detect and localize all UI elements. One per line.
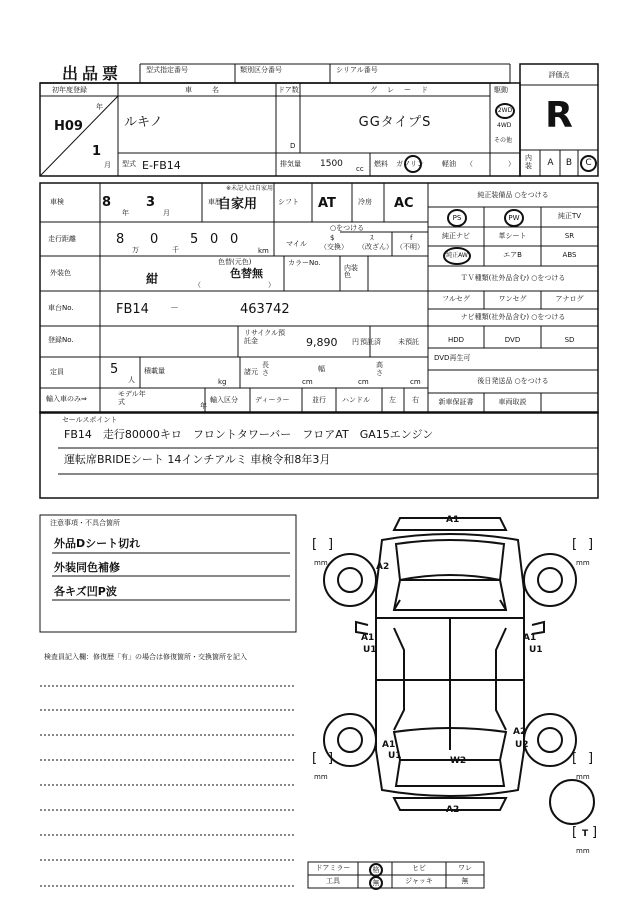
recycle-deposited: 預託済	[360, 338, 381, 346]
import-category-label: 輸入区分	[210, 396, 238, 404]
tools-label: 工具	[326, 877, 340, 885]
note-item: 各キズ凹P波	[54, 585, 117, 598]
bracket-close: ]	[592, 825, 598, 840]
damage-mark: A1	[523, 633, 537, 643]
later-warranty: 新車保証書	[438, 398, 474, 406]
door-mirror-value: 格	[369, 863, 383, 877]
damage-mark: A2	[376, 562, 390, 572]
drive-4wd: 4WD	[497, 122, 512, 129]
fuel-gasoline: ガソリン	[396, 160, 424, 168]
model-year-unit: 年	[200, 402, 207, 410]
exterior-color-label: 外装色	[50, 269, 71, 277]
drive-label: 駆動	[494, 86, 508, 94]
equip-pw: PW	[504, 209, 524, 227]
registration-month: 1	[92, 144, 102, 159]
damage-mark: U1	[388, 751, 402, 761]
width-unit: cm	[358, 378, 369, 386]
sales-point-label: セールスポイント	[62, 416, 118, 424]
mileage-label: 走行距離	[48, 235, 76, 243]
damage-mark: A1	[382, 740, 396, 750]
inspector-label: 検査員記入欄：修復歴「有」の場合は修復箇所・交換箇所を記入	[44, 653, 247, 661]
tools-value: 無	[369, 876, 383, 890]
handle-left: 左	[389, 396, 396, 404]
mileage-mile: マイル	[286, 240, 307, 248]
mileage-circle-note: ○をつける	[330, 224, 365, 232]
mileage-km-unit: km	[258, 247, 269, 255]
handle-right: 右	[412, 396, 419, 404]
bracket-close: ]	[588, 537, 594, 552]
mm-unit: mm	[314, 773, 328, 781]
mm-unit: mm	[314, 559, 328, 567]
equip-sr: SR	[564, 232, 575, 240]
tv-oneseg: ワンセグ	[498, 295, 527, 303]
drive-2wd: 2WD	[495, 103, 515, 119]
displacement-value: 1500	[320, 159, 343, 169]
mm-unit: mm	[576, 847, 590, 855]
inspection-year-unit: 年	[122, 209, 129, 217]
recycle-amount: 9,890	[306, 336, 338, 349]
bracket-open: [	[572, 825, 578, 840]
interior-grade-c: C	[580, 155, 597, 172]
mileage-exchanged: （交換）	[320, 243, 348, 251]
bracket-open: [	[572, 751, 578, 766]
grade-value: GGタイプS	[358, 115, 432, 130]
damage-mark: W2	[450, 756, 467, 766]
color-code-label: カラーNo.	[288, 259, 321, 267]
mileage-digit: 5	[190, 232, 199, 247]
car-body-diagram	[300, 510, 610, 830]
interior-grade-b: B	[565, 158, 573, 168]
import-dealer: ディーラー	[255, 396, 290, 404]
later-manual: 車両取説	[498, 398, 527, 406]
equipment-title: 純正装備品 ○をつける	[477, 191, 549, 199]
note-item: 外品Dシート切れ	[54, 537, 141, 550]
history-label: 車歴	[208, 198, 222, 206]
dvd-playable: DVD再生可	[434, 354, 471, 362]
recycle-unit: 円	[352, 338, 359, 346]
inspection-month: 3	[146, 195, 156, 210]
fuel-diesel: 軽油	[442, 160, 456, 168]
chassis-dash: －	[170, 304, 180, 314]
width-label: 幅	[318, 365, 325, 373]
capacity-unit: 人	[128, 376, 135, 384]
height-label: 高さ	[376, 361, 383, 377]
tv-type-title: ＴＶ種類(社外品含む) ○をつける	[460, 274, 566, 282]
equip-aw: 純正AW	[443, 247, 471, 265]
mileage-unit-man: 万	[132, 246, 139, 254]
inspection-month-unit: 月	[163, 209, 170, 217]
evaluation-score: R	[545, 95, 573, 136]
bracket-open: [	[312, 751, 318, 766]
fuel-label: 燃料	[374, 160, 388, 168]
repaint-label: 色替(元色)	[218, 258, 252, 266]
damage-mark: U1	[529, 645, 543, 655]
sales-point-line1: FB14 走行80000キロ フロントタワーバー フロアAT GA15エンジン	[64, 428, 434, 441]
first-registration-label: 初年度登録	[52, 86, 87, 94]
navi-dvd: DVD	[504, 336, 521, 344]
serial-number-label: シリアル番号	[336, 66, 378, 74]
crack-label: ヒビ	[412, 864, 426, 872]
navi-sd: SD	[564, 336, 575, 344]
evaluation-label: 評価点	[548, 71, 570, 79]
history-value: 自家用	[218, 197, 258, 212]
height-unit: cm	[410, 378, 421, 386]
door-count-label: ドア数	[278, 86, 299, 94]
interior-grade-label: 内装	[525, 154, 532, 170]
mm-unit: mm	[576, 773, 590, 781]
drive-other: その他	[494, 137, 513, 144]
length-label: 長さ	[262, 361, 269, 377]
damage-mark: U1	[363, 645, 377, 655]
navi-hdd: HDD	[447, 336, 465, 344]
bracket-open: [	[312, 537, 318, 552]
mileage-digit: 0	[210, 232, 219, 247]
damage-mark: A2	[446, 805, 460, 815]
equip-airbag: エアB	[503, 251, 522, 259]
later-shipment-title: 後日発送品 ○をつける	[477, 377, 549, 385]
recycle-label: リサイクル預託金	[244, 329, 286, 345]
damage-mark: A2	[513, 727, 527, 737]
inspection-label: 車検	[50, 198, 64, 206]
equip-abs: ABS	[562, 251, 577, 259]
registration-no-label: 登録No.	[48, 336, 74, 344]
spare-tire-label: T	[582, 829, 589, 839]
class-number-label: 類別区分番号	[240, 66, 282, 74]
model-designation-label: 型式指定番号	[146, 66, 188, 74]
sales-point-line2: 運転席BRIDEシート 14インチアルミ 車検令和8年3月	[64, 453, 331, 466]
ac-value: AC	[394, 196, 414, 211]
handle-label: ハンドル	[342, 396, 370, 404]
jack-label: ジャッキ	[405, 877, 433, 885]
equip-navi: 純正ナビ	[442, 232, 470, 240]
repaint-value: 色替無	[230, 267, 263, 280]
mileage-exchange-sym: $	[330, 234, 335, 242]
model-year-label: モデル年式	[118, 390, 146, 406]
form-title: 出品票	[62, 64, 123, 83]
interior-color-label: 内装色	[344, 264, 358, 279]
repaint-paren-open: （	[194, 281, 201, 289]
mileage-unknown-sym: f	[410, 234, 413, 242]
break-label: ワレ	[458, 864, 472, 872]
navi-type-title: ナビ種類(社外品含む) ○をつける	[460, 313, 566, 321]
mm-unit: mm	[576, 559, 590, 567]
mileage-digit: 8	[116, 232, 125, 247]
equip-tv: 純正TV	[557, 212, 582, 220]
tv-fullseg: フルセグ	[442, 295, 470, 303]
mileage-unit-sen: 千	[172, 246, 179, 254]
registration-year: H09	[54, 119, 83, 134]
import-parallel: 並行	[312, 396, 326, 404]
interior-grade-a: A	[547, 158, 554, 168]
load-unit: kg	[218, 378, 227, 386]
damage-mark: A1	[446, 515, 460, 525]
damage-mark: U2	[515, 740, 529, 750]
chassis-label: 車台No.	[48, 304, 74, 312]
mileage-digit: 0	[230, 232, 239, 247]
ac-label: 冷房	[358, 198, 372, 206]
month-unit: 月	[104, 161, 111, 169]
length-unit: cm	[302, 378, 313, 386]
year-unit: 年	[96, 103, 103, 111]
history-note: ※未記入は自家用	[226, 185, 274, 192]
fuel-selected-circle	[404, 155, 422, 173]
bracket-close: ]	[328, 537, 334, 552]
repaint-paren-close: ）	[268, 281, 275, 289]
bracket-open: [	[572, 537, 578, 552]
mileage-unknown: （不明）	[396, 243, 424, 251]
shift-label: シフト	[278, 198, 299, 206]
capacity-label: 定員	[50, 368, 64, 376]
grade-label: グレード	[370, 86, 438, 94]
notes-label: 注意事項・不具合箇所	[50, 519, 120, 527]
car-name-label: 車名	[185, 86, 239, 94]
recycle-not-deposited: 未預託	[398, 338, 419, 346]
equip-ps: PS	[447, 209, 467, 227]
shift-value: AT	[318, 196, 336, 211]
note-item: 外装同色補修	[54, 561, 120, 574]
door-count-unit: D	[290, 142, 296, 150]
displacement-unit: cc	[356, 165, 364, 173]
exterior-color-value: 紺	[146, 272, 159, 286]
load-label: 積載量	[144, 367, 165, 375]
bracket-close: ]	[588, 751, 594, 766]
chassis-number: 463742	[240, 302, 290, 317]
import-label: 輸入車のみ⇒	[46, 395, 87, 403]
model-type-value: E-FB14	[142, 159, 181, 172]
jack-value: 無	[461, 877, 469, 885]
inspection-year: 8	[102, 195, 112, 210]
car-name: ルキノ	[124, 115, 163, 130]
bracket-close: ]	[328, 751, 334, 766]
damage-mark: A1	[361, 633, 375, 643]
tv-analog: アナログ	[555, 295, 584, 303]
model-type-label: 型式	[122, 160, 136, 168]
door-mirror-label: ドアミラー	[315, 864, 351, 872]
dimensions-label: 諸元	[244, 368, 258, 376]
mileage-digit: 0	[150, 232, 159, 247]
mileage-altered: （改ざん）	[358, 243, 393, 251]
equip-leather: 革シート	[498, 232, 527, 240]
chassis-prefix: FB14	[116, 302, 149, 317]
fuel-paren: （	[466, 160, 473, 168]
mileage-altered-sym: ｽ	[370, 234, 374, 242]
capacity-value: 5	[110, 362, 119, 377]
fuel-paren-close: ）	[508, 160, 515, 168]
displacement-label: 排気量	[280, 160, 301, 168]
